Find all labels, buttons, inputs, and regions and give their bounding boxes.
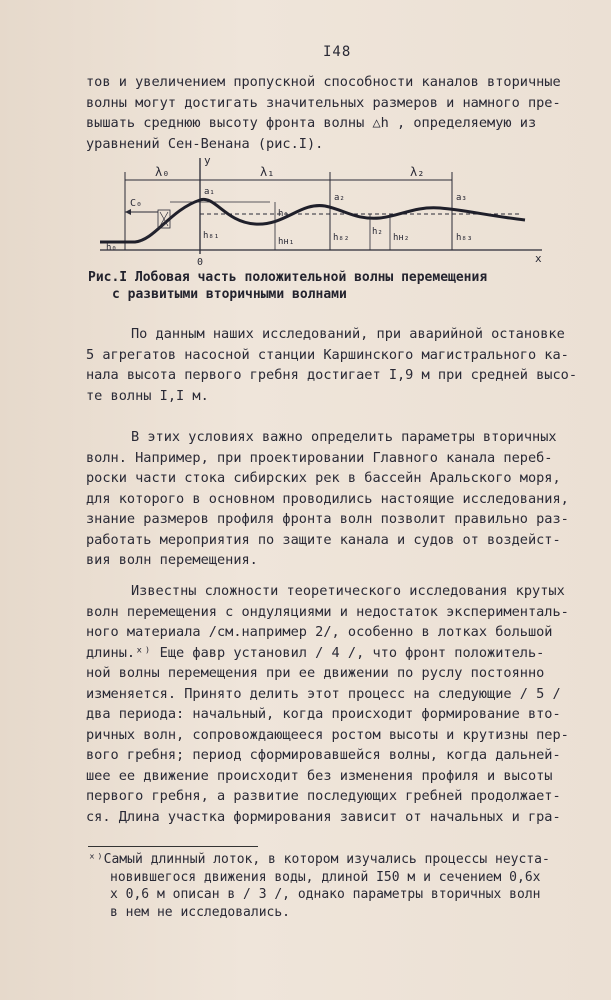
text-line: вого гребня; период сформировавшейся волны, когда дальней- — [86, 747, 561, 763]
hb3-label: h₈₃ — [456, 233, 473, 243]
text-line: волн. Например, при проектировании Главного канала переб- — [86, 449, 553, 466]
text-line: изменяется. Принято делить этот процесс на следующие / 5 / — [86, 685, 561, 702]
x-axis-label: x — [535, 252, 542, 265]
footnote-line: х 0,6 м описан в / 3 /, однако параметры вторичных волн — [110, 887, 541, 902]
text-line: В этих условиях важно определить параметры вторичных — [131, 429, 557, 445]
hn1-label: hн₁ — [278, 237, 295, 247]
text-line: знание размеров профиля фронта волн позволит правильно раз- — [86, 511, 569, 527]
c0-label: C₀ — [130, 198, 143, 209]
figure-caption — [88, 269, 487, 303]
text-line: шее ее движение происходит без изменения профиля и высоты — [86, 767, 553, 784]
text-line: роски части стока сибирских рек в бассейн Аральского моря, — [86, 470, 561, 486]
h0-label: h₀ — [106, 243, 117, 253]
paragraph-1 — [86, 324, 586, 406]
hb2-label: h₈₂ — [333, 233, 350, 243]
text-line: вышать среднюю высоту фронта волны △h , определяемую из — [86, 115, 537, 131]
h2-label: h₂ — [372, 227, 383, 237]
text-line: ной волны перемещения при ее движении по руслу постоянно — [86, 665, 545, 681]
text-line: Известны сложности теоретического исследования крутых — [131, 583, 565, 599]
paragraph-3 — [86, 581, 586, 827]
footnote-line: новившегося движения воды, длиной I50 м и сечением 0,6х — [110, 869, 541, 885]
footnote — [88, 851, 588, 921]
text-line: первого гребня, а развитие последующих гребней продолжает- — [86, 788, 561, 804]
origin-label: 0 — [197, 257, 204, 268]
text-line: нала высота первого гребня достигает I,9 м при средней высо- — [86, 367, 578, 383]
text-line: 5 агрегатов насосной станции Каршинского магистрального ка- — [86, 346, 569, 363]
text-line: ричных волн, сопровождающееся ростом высоты и крутизны пер- — [86, 726, 569, 743]
h1-label: h₁ — [278, 209, 289, 219]
text-line: вия волн перемещения. — [86, 552, 258, 568]
page-number: I48 — [323, 44, 352, 60]
lambda1-label: λ₁ — [260, 165, 275, 179]
footnote-line: в нем не исследовались. — [110, 904, 291, 920]
lambda0-label: λ₀ — [155, 165, 170, 179]
text-line: волн перемещения с ондуляциями и недостаток эксперименталь- — [86, 603, 569, 620]
footnote-divider — [88, 846, 258, 847]
hb1-label: h₈₁ — [203, 231, 220, 241]
text-line: для которого в основном проводились настоящие исследования, — [86, 490, 569, 507]
text-line: ся. Длина участка формирования зависит от начальных и гра- — [86, 808, 561, 825]
text-line: По данным наших исследований, при аварийной остановке — [131, 326, 565, 342]
text-line: длины.ˣ⁾ Еще фавр установил / 4 /, что фронт положитель- — [86, 644, 545, 661]
y-axis-label: y — [204, 154, 211, 167]
text-line: те волны I,I м. — [86, 387, 209, 404]
text-line: ного материала /см.например 2/, особенно в лотках большой — [86, 624, 553, 640]
paragraph-2 — [86, 427, 586, 571]
text-line: тов и увеличением пропускной способности каналов вторичные — [86, 74, 561, 90]
text-line: волны могут достигать значительных размеров и намного пре- — [86, 94, 561, 111]
caption-line: с развитыми вторичными волнами — [112, 287, 347, 302]
a2-label: a₂ — [334, 193, 345, 203]
a1-label: a₁ — [204, 187, 215, 197]
hn2-label: hн₂ — [393, 233, 410, 243]
lambda2-label: λ₂ — [410, 165, 425, 179]
a3-label: a₃ — [456, 193, 467, 203]
wave-figure — [80, 150, 550, 270]
text-line: работать мероприятия по защите канала и судов от воздейст- — [86, 531, 561, 548]
caption-line: Рис.I Лобовая часть положительной волны перемещения — [88, 270, 488, 285]
text-line: два периода: начальный, когда происходит формирование вто- — [86, 706, 561, 722]
footnote-line: ˣ⁾Самый длинный лоток, в котором изучались процессы неуста- — [88, 852, 550, 867]
text-line: уравнений Сен-Венана (рис.I). — [86, 135, 324, 152]
intro-paragraph — [86, 72, 586, 154]
